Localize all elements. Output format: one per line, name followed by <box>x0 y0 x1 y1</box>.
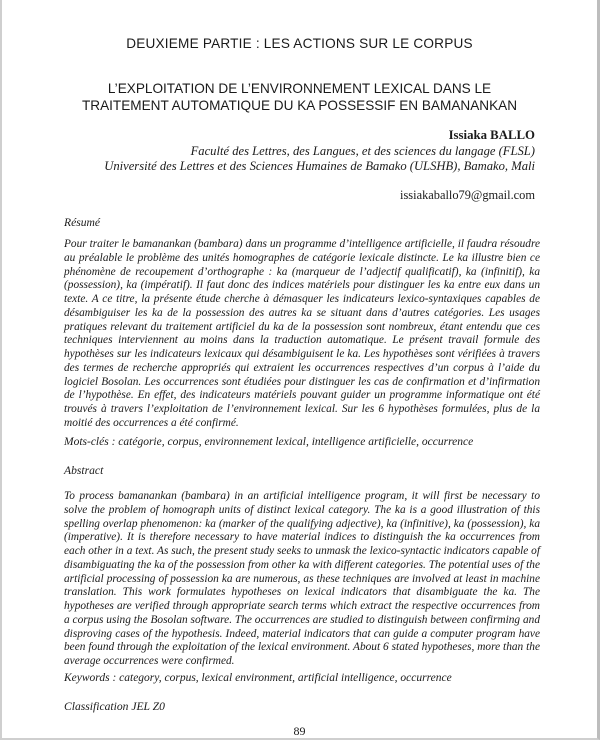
keywords-text: : category, corpus, lexical environment, artificial intelligence, occurrence <box>109 672 452 684</box>
paper-title <box>62 80 537 114</box>
mots-cles-line <box>64 436 540 448</box>
author-email: issiakaballo79@gmail.com <box>400 188 535 202</box>
mots-cles-text: : catégorie, corpus, environnement lexical, intelligence artificielle, occurrence <box>108 436 474 448</box>
author-affiliation-university: Université des Lettres et des Sciences Humaines de Bamako (ULSHB), Bamako, Mali <box>104 159 535 173</box>
page-number: 89 <box>293 724 306 738</box>
paper-title-line-2: TRAITEMENT AUTOMATIQUE DU KA POSSESSIF EN BAMANANKAN <box>81 98 518 113</box>
abstract-text: To process bamanankan (bambara) in an artificial intelligence program, it will first be necessary to solve the problem of homograph units of distinct lexical category. The ka is a good illustration of this spelling overlap phenomenon: ka (marker of the qualifying adjective), ka (infinitive), ka (possession), ka (imperative). It is therefore necessary to have material indices to distinguish the ka occurrences from each other in a text. As such, the present study seeks to unmask the lexico-syntactic indicators capable of disambiguating the ka of the possession from other ka with different categories. The potential uses of the artificial processing of possession ka are numerous, as these techniques are involved at least in machine translation. This work formulates hypotheses on lexical indicators that disambiguate the ka. The hypotheses are verified through appropriate search terms which extract the respective occurrences from a corpus using the Bosolan software. The occurrences are studied to distinguish between confirming and disproving cases of the hypothesis. Indeed, material indicators that can guide a computer program have been found through the exploitation of the lexical environment. About 6 stated hypotheses, more than the average occurrences were confirmed. <box>64 490 541 667</box>
classification-jel: Classification JEL Z0 <box>64 700 165 713</box>
abstract-heading: Abstract <box>64 464 104 477</box>
author-name: Issiaka BALLO <box>448 128 535 142</box>
author-affiliation-faculty: Faculté des Lettres, des Langues, et des sciences du langage (FLSL) <box>190 143 535 158</box>
author-block <box>104 128 535 175</box>
keywords-label: Keywords <box>64 672 110 684</box>
paper-title-line-1: L’EXPLOITATION DE L’ENVIRONNEMENT LEXICAL DANS LE <box>107 81 492 96</box>
keywords-line <box>64 672 540 684</box>
resume-text: Pour traiter le bamanankan (bambara) dans un programme d’intelligence artificielle, il faudra résoudre au préalable le problème des unités homographes de catégorie lexicale distincte. Le ka illustre bien ce phénomène de recoupement d’orthographe : ka (marqueur de l’adjectif qualificatif), ka (infinitif), ka (possession), ka (impératif). Il faut donc des indices matériels pour distinguer les ka entre eux dans un texte. A ce titre, la présente étude cherche à démasquer les indicateurs lexico-syntaxiques capables de désambiguiser les ka de la possession des autres ka se situant dans d’autres catégories. Les usages pratiques relevant du traitement artificiel du ka de la possession sont nombreux, étant entendu que ces techniques interviennent au moins dans la traduction automatique. Le présent travail formule des hypothèses sur les indicateurs lexicaux qui désambiguisent le ka. Les hypothèses sont vérifiées à travers des termes de recherche appropriés qui extraient les occurrences respectives d’un corpus à l’aide du logiciel Bosolan. Les occurrences sont étudiées pour distinguer les cas de confirmation et d’infirmation de l’hypothèse. En effet, des indicateurs matériels pouvant guider un programme informatique ont été trouvés à travers l’exploitation de l’environnement lexical. Sur les 6 hypothèses formulées, plus de la moitié des occurrences a été confirmé. <box>64 238 540 429</box>
resume-heading: Résumé <box>64 216 101 229</box>
mots-cles-label: Mots-clés <box>64 436 109 448</box>
section-heading: DEUXIEME PARTIE : LES ACTIONS SUR LE CORPUS <box>126 36 473 51</box>
